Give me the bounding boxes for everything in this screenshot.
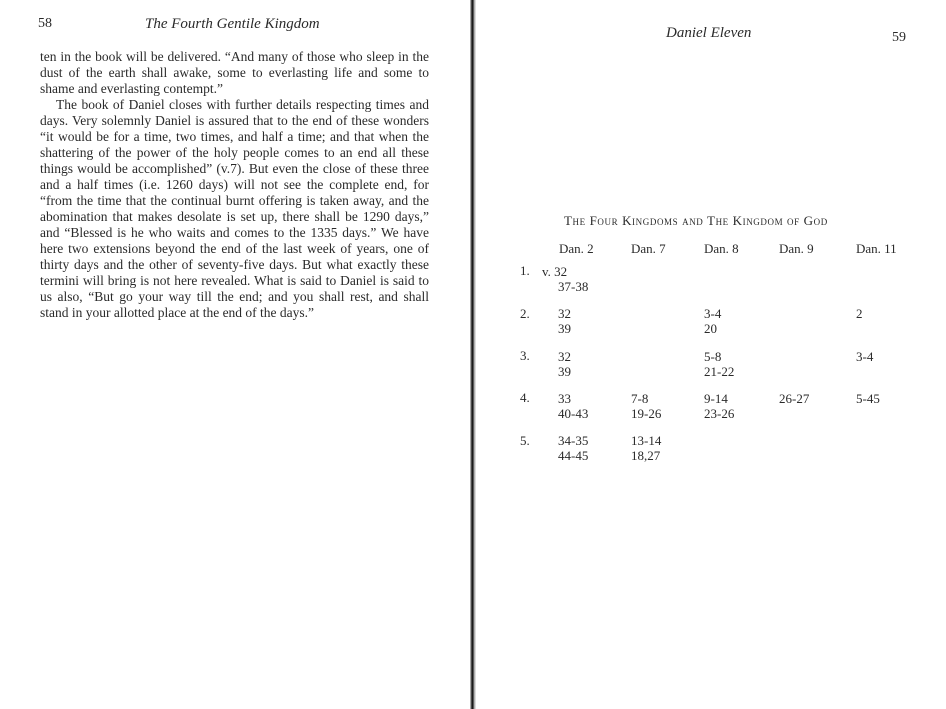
cell-line: 32 [558, 306, 571, 321]
cell-line: 5-45 [856, 391, 880, 406]
paragraph-2: The book of Daniel closes with further details respecting times and days. Very solemnly Daniel is assured that to the end of these wonders “it would be for a time, two times, and half a time; and that when the shattering of the power of the holy people comes to an end all these things would be accomplished” (v.7). But even the close of these three and a half times (i.e. 1260 days) will not see the complete end, for “from the time that the continual burnt offering is taken away, and the abomination that makes desolate is set up, there shall be 1290 days,” and “Blessed is he who waits and comes to the 1335 days.” We have here two extensions beyond the end of the last week of years, one of thirty days and the other of seventy-five days. But what exactly these termini will bring is not here revealed. What is said to Daniel is said to us also, “But go your way till the end; and you shall rest, and shall stand in your allotted place at the end of the days.” [40, 97, 429, 320]
column-header: Dan. 2 [559, 241, 594, 256]
column-header: Dan. 11 [856, 241, 897, 256]
cell-line: 5-8 [704, 349, 722, 364]
cell-line: 34-35 [558, 433, 589, 448]
table-cell [542, 264, 588, 294]
row-label: 4. [520, 390, 530, 405]
cell-line: 2 [856, 306, 863, 321]
cell-line: v. 32 [542, 264, 568, 279]
column-header: Dan. 9 [779, 241, 814, 256]
cell-line: 33 [558, 391, 571, 406]
cell-line: 32 [558, 349, 571, 364]
table-cell [779, 391, 809, 406]
table-cell [704, 349, 734, 379]
table-cell [856, 349, 873, 364]
table-cell [631, 433, 661, 463]
table-cell [856, 306, 863, 321]
row-label: 1. [520, 263, 530, 278]
table-cell [856, 391, 880, 406]
right-page [476, 0, 946, 709]
table-cell [558, 391, 588, 421]
table-title: The Four Kingdoms and The Kingdom of God [564, 213, 828, 228]
running-head-right: Daniel Eleven [666, 25, 752, 41]
column-header: Dan. 7 [631, 241, 666, 256]
cell-line: 39 [558, 321, 571, 336]
cell-line: 3-4 [704, 306, 722, 321]
table-cell [704, 391, 734, 421]
cell-line: 13-14 [631, 433, 662, 448]
cell-line: 7-8 [631, 391, 649, 406]
page-number-right: 59 [892, 30, 906, 45]
body-text [40, 49, 429, 321]
paragraph-1: ten in the book will be delivered. “And many of those who sleep in the dust of the earth shall awake, some to everlasting life and some to shame and everlasting contempt.” [40, 49, 429, 96]
page-number-left: 58 [38, 16, 52, 31]
table-cell [558, 306, 571, 336]
table-cell [558, 349, 571, 379]
cell-line: 44-45 [558, 448, 589, 463]
cell-line: 19-26 [631, 406, 662, 421]
table-cell [631, 391, 661, 421]
cell-line: 26-27 [779, 391, 810, 406]
table-cell [704, 306, 721, 336]
table-cell [558, 433, 588, 463]
cell-line: 23-26 [704, 406, 735, 421]
cell-line: 9-14 [704, 391, 728, 406]
running-head-left: The Fourth Gentile Kingdom [145, 16, 320, 32]
cell-line: 21-22 [704, 364, 735, 379]
cell-line: 37-38 [558, 279, 589, 294]
row-label: 3. [520, 348, 530, 363]
column-header: Dan. 8 [704, 241, 739, 256]
row-label: 2. [520, 306, 530, 321]
left-page [0, 0, 470, 709]
cell-line: 39 [558, 364, 571, 379]
cell-line: 20 [704, 321, 717, 336]
cell-line: 40-43 [558, 406, 589, 421]
cell-line: 3-4 [856, 349, 874, 364]
cell-line: 18,27 [631, 448, 661, 463]
row-label: 5. [520, 433, 530, 448]
